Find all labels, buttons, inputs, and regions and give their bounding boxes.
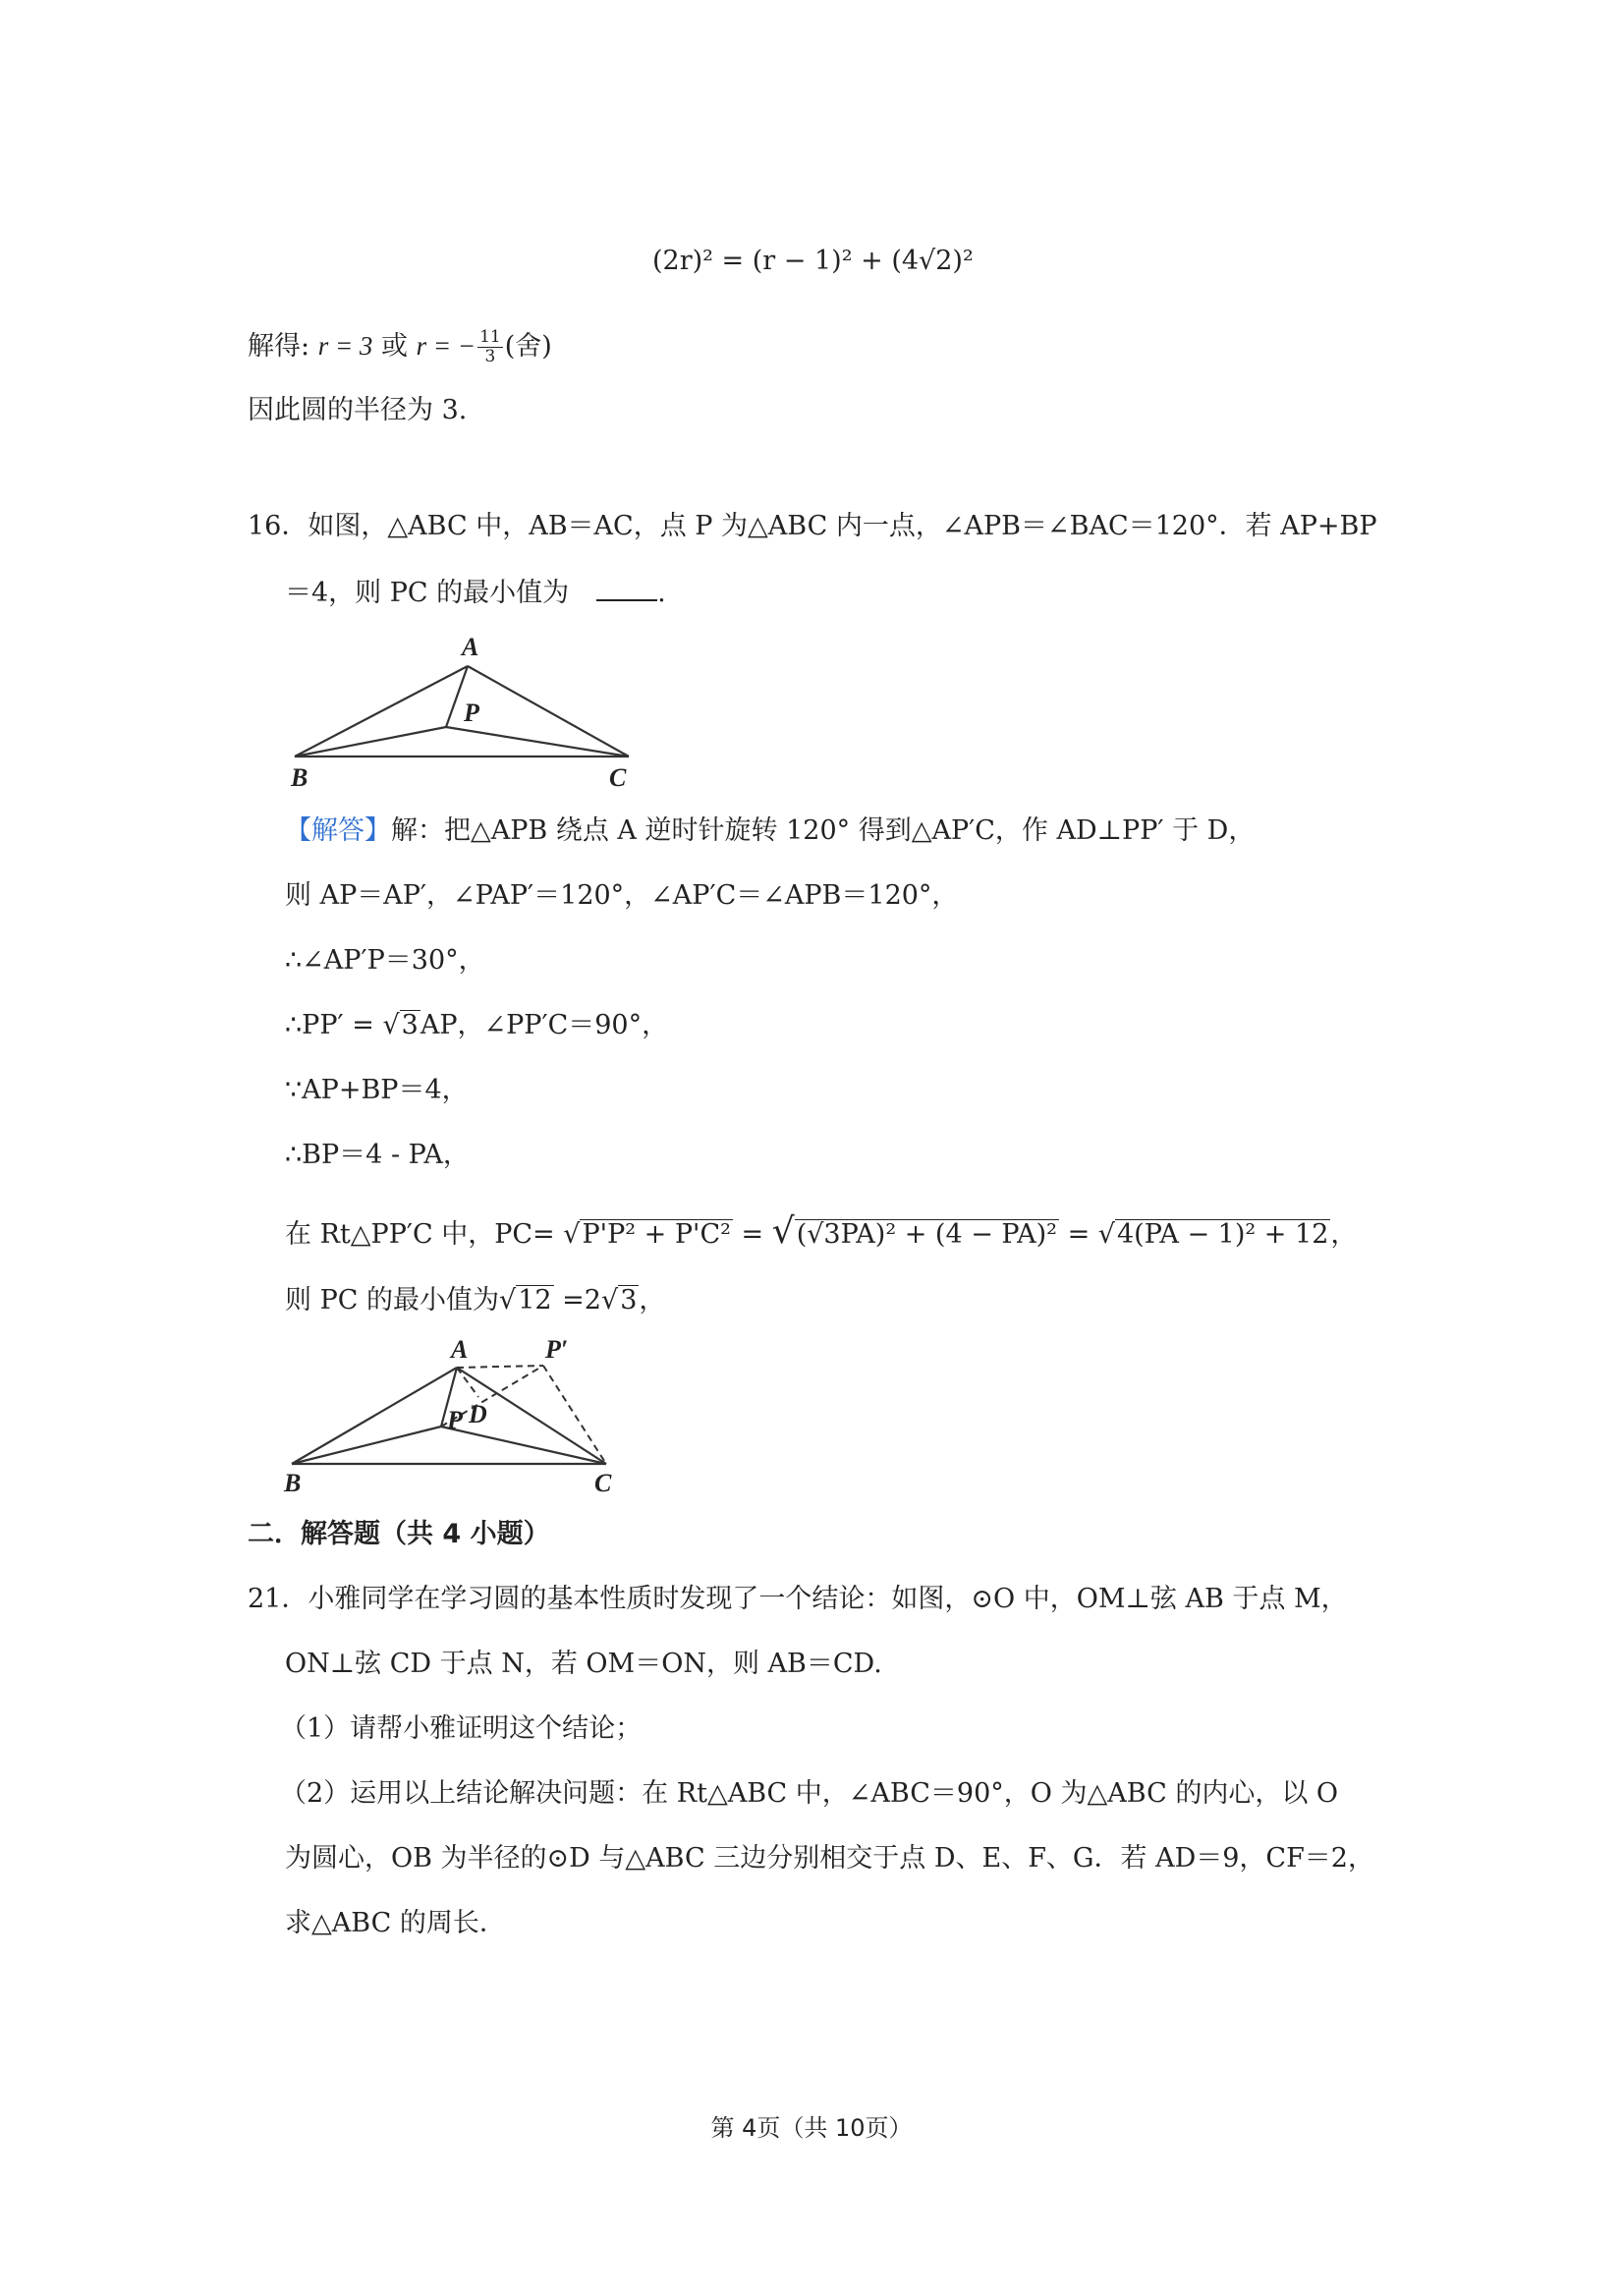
sqrt-sign: √ xyxy=(563,1219,581,1250)
sqrt-3b: 3 xyxy=(620,1285,638,1316)
q16-line2-text: ＝4，则 PC 的最小值为 xyxy=(285,578,570,608)
fig2-side-ab xyxy=(292,1368,457,1464)
fig2-label-c: C xyxy=(594,1469,612,1495)
sqrt-3: 3 xyxy=(401,1010,419,1040)
solution-line1-text: 解：把△APB 绕点 A 逆时针旋转 120° 得到△AP′C，作 AD⊥PP′ 于 D， xyxy=(391,815,1256,846)
sqrt-sign: √ xyxy=(382,1010,400,1040)
fig2-dash-p2c xyxy=(543,1366,606,1464)
q21-line3: （1）请帮小雅证明这个结论； xyxy=(280,1713,643,1744)
fig2-label-b: B xyxy=(284,1469,302,1495)
solve-prefix: 解得: xyxy=(248,331,310,362)
solve-r1: r = 3 xyxy=(317,331,373,361)
solve-r2: r = − xyxy=(416,331,476,361)
triangle-figure-2 xyxy=(280,1328,653,1495)
solution-line8-post: =2 xyxy=(553,1285,601,1316)
solve-or: 或 xyxy=(381,331,409,362)
solution-line2: 则 AP＝AP′，∠PAP′＝120°，∠AP′C＝∠APB＝120°， xyxy=(285,880,959,911)
fraction xyxy=(477,328,503,366)
solution-line8-end: ， xyxy=(639,1285,666,1316)
equals-2: = xyxy=(1058,1219,1098,1250)
fraction-numerator: 11 xyxy=(479,327,501,347)
fig2-label-p: P xyxy=(447,1406,463,1434)
answer-blank xyxy=(596,574,657,601)
sqrt-12: 12 xyxy=(518,1285,552,1316)
fig1-label-c: C xyxy=(609,763,627,792)
sqrt-expression-2: (√3PA)² + (4 − PA)² xyxy=(796,1219,1057,1250)
fig2-dash-ad xyxy=(457,1368,478,1397)
q16-line1: 16．如图，△ABC 中，AB＝AC，点 P 为△ABC 内一点，∠APB＝∠BAC＝120°．若 AP+BP xyxy=(248,511,1377,541)
answer-tag: 【解答】 xyxy=(285,815,391,846)
q21-line2: ON⊥弦 CD 于点 N，若 OM＝ON，则 AB＝CD. xyxy=(285,1649,882,1679)
q21-line6: 求△ABC 的周长． xyxy=(285,1908,506,1938)
solution-line7 xyxy=(285,1211,1358,1253)
sqrt-sign: √ xyxy=(600,1285,619,1316)
fig1-side-ab xyxy=(295,666,468,756)
q21-line1: 21．小雅同学在学习圆的基本性质时发现了一个结论：如图，⊙O 中，OM⊥弦 AB 于点 M， xyxy=(248,1584,1348,1614)
fig1-seg-bp xyxy=(295,727,446,756)
equals-1: = xyxy=(732,1219,772,1250)
solution-line7-pre: 在 Rt△PP′C 中，PC= xyxy=(285,1219,564,1250)
solution-line4-pre: ∴PP′ = xyxy=(285,1010,383,1040)
solution-line5: ∵AP+BP＝4， xyxy=(285,1075,469,1105)
fig2-dash-ap2 xyxy=(457,1366,543,1368)
q21-line5: 为圆心，OB 为半径的⊙D 与△ABC 三边分别相交于点 D、E、F、G．若 AD＝9，CF＝2， xyxy=(285,1843,1374,1874)
fig1-label-a: A xyxy=(462,633,479,661)
sqrt-sign: √ xyxy=(1097,1219,1115,1250)
solution-line7-end: ， xyxy=(1330,1219,1358,1250)
solve-line xyxy=(248,328,552,366)
solution-line4-post: AP，∠PP′C＝90°， xyxy=(420,1010,669,1040)
solution-line8 xyxy=(285,1283,665,1318)
solution-line6: ∴BP＝4 - PA， xyxy=(285,1140,470,1170)
fig2-label-p-prime: P′ xyxy=(545,1335,569,1364)
solution-line4 xyxy=(285,1008,668,1043)
solution-line3: ∴∠AP′P＝30°， xyxy=(285,945,485,976)
section-heading: 二．解答题（共 4 小题） xyxy=(248,1519,550,1549)
fig2-label-d: D xyxy=(469,1400,487,1428)
q16-line2 xyxy=(285,574,666,611)
fig2-seg-bp xyxy=(292,1427,441,1464)
sqrt-sign: √ xyxy=(499,1285,517,1316)
fig1-label-b: B xyxy=(291,763,308,792)
solution-line1 xyxy=(285,813,1255,849)
fig2-seg-pc xyxy=(441,1427,606,1464)
sqrt-expression-1: P'P² + P'C² xyxy=(582,1219,731,1250)
sqrt-sign: √ xyxy=(771,1211,795,1252)
equation-top: (2r)² = (r − 1)² + (4√2)² xyxy=(652,246,974,276)
q16-line2-end: . xyxy=(657,578,666,608)
solve-suffix: (舍) xyxy=(504,331,552,362)
fig1-label-p: P xyxy=(464,699,479,727)
sqrt-expression-3: 4(PA − 1)² + 12 xyxy=(1117,1219,1329,1250)
triangle-figure-1 xyxy=(285,629,648,796)
fig2-label-a: A xyxy=(451,1335,469,1364)
solution-line8-pre: 则 PC 的最小值为 xyxy=(285,1285,499,1316)
q21-line4: （2）运用以上结论解决问题：在 Rt△ABC 中，∠ABC＝90°，O 为△ABC 的内心，以 O xyxy=(280,1778,1339,1809)
fraction-denominator: 3 xyxy=(484,347,496,366)
page-footer: 第 4页（共 10页） xyxy=(710,2114,913,2142)
radius-result: 因此圆的半径为 3. xyxy=(248,395,468,425)
